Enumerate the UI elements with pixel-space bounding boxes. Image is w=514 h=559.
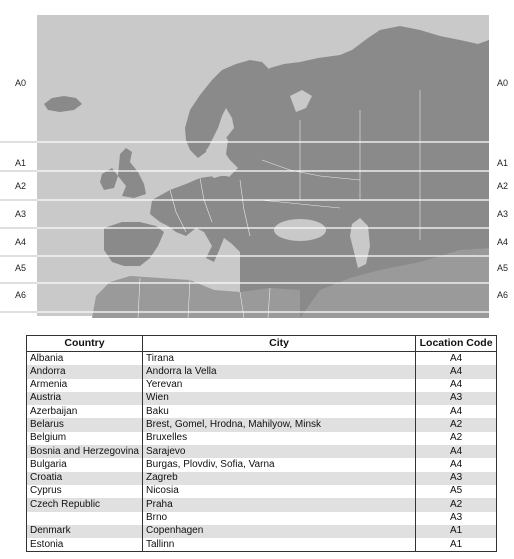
cell-location-code: A3 — [416, 392, 497, 405]
table-row — [27, 352, 497, 366]
table-row — [27, 525, 497, 538]
table-row — [27, 365, 497, 378]
cell-city: Praha — [142, 498, 415, 511]
table-row — [27, 458, 497, 471]
zone-label-a5-left: A5 — [15, 263, 27, 273]
cell-location-code: A1 — [416, 525, 497, 538]
cell-location-code: A1 — [416, 538, 497, 552]
table-row — [27, 538, 497, 552]
cell-city: Burgas, Plovdiv, Sofia, Varna — [142, 458, 415, 471]
cell-country: Croatia — [27, 472, 143, 485]
location-code-table — [26, 335, 497, 552]
cell-country — [27, 512, 143, 525]
cell-city: Tirana — [142, 352, 415, 366]
cell-city: Baku — [142, 405, 415, 418]
cell-location-code: A4 — [416, 379, 497, 392]
cell-location-code: A3 — [416, 472, 497, 485]
zone-label-a0-right: A0 — [496, 78, 508, 88]
zone-label-a6-left: A6 — [15, 290, 27, 300]
cell-city: Zagreb — [142, 472, 415, 485]
header-country: Country — [27, 336, 143, 352]
cell-city: Brno — [142, 512, 415, 525]
cell-country: Bosnia and Herzegovina — [27, 445, 143, 458]
table-row — [27, 498, 497, 511]
cell-country: Czech Republic — [27, 498, 143, 511]
cell-city: Brest, Gomel, Hrodna, Mahilyow, Minsk — [142, 418, 415, 431]
table-row — [27, 405, 497, 418]
cell-location-code: A4 — [416, 458, 497, 471]
cell-city: Bruxelles — [142, 432, 415, 445]
cell-country: Belarus — [27, 418, 143, 431]
zone-label-a4-left: A4 — [15, 237, 27, 247]
cell-city: Yerevan — [142, 379, 415, 392]
cell-location-code: A5 — [416, 485, 497, 498]
cell-location-code: A4 — [416, 405, 497, 418]
table-header-row — [27, 336, 497, 352]
cell-city: Andorra la Vella — [142, 365, 415, 378]
zone-label-a4-right: A4 — [496, 237, 508, 247]
zone-label-a5-right: A5 — [496, 263, 508, 273]
zone-label-a1-left: A1 — [15, 158, 27, 168]
cell-location-code: A3 — [416, 512, 497, 525]
zone-label-a3-left: A3 — [15, 209, 27, 219]
cell-city: Sarajevo — [142, 445, 415, 458]
cell-location-code: A2 — [416, 498, 497, 511]
header-location-code: Location Code — [416, 336, 497, 352]
cell-country: Azerbaijan — [27, 405, 143, 418]
cell-country: Albania — [27, 352, 143, 366]
cell-country: Belgium — [27, 432, 143, 445]
table-row — [27, 418, 497, 431]
cell-country: Cyprus — [27, 485, 143, 498]
cell-country: Armenia — [27, 379, 143, 392]
cell-location-code: A4 — [416, 352, 497, 366]
zone-label-a1-right: A1 — [496, 158, 508, 168]
cell-city: Nicosia — [142, 485, 415, 498]
cell-location-code: A2 — [416, 418, 497, 431]
cell-location-code: A4 — [416, 445, 497, 458]
table-row — [27, 512, 497, 525]
table-row — [27, 445, 497, 458]
cell-country: Andorra — [27, 365, 143, 378]
zone-label-a3-right: A3 — [496, 209, 508, 219]
header-city: City — [142, 336, 415, 352]
cell-city: Copenhagen — [142, 525, 415, 538]
zone-label-a2-left: A2 — [15, 181, 27, 191]
table-row — [27, 432, 497, 445]
cell-country: Estonia — [27, 538, 143, 552]
zone-label-a2-right: A2 — [496, 181, 508, 191]
zone-label-a0-left: A0 — [15, 78, 27, 88]
table-row — [27, 485, 497, 498]
black-sea — [274, 219, 326, 241]
table-row — [27, 472, 497, 485]
cell-location-code: A4 — [416, 365, 497, 378]
table-row — [27, 379, 497, 392]
table-row — [27, 392, 497, 405]
cell-country: Denmark — [27, 525, 143, 538]
cell-location-code: A2 — [416, 432, 497, 445]
cell-city: Wien — [142, 392, 415, 405]
cell-country: Bulgaria — [27, 458, 143, 471]
table-body — [27, 352, 497, 552]
cell-country: Austria — [27, 392, 143, 405]
cell-city: Tallinn — [142, 538, 415, 552]
zone-label-a6-right: A6 — [496, 290, 508, 300]
